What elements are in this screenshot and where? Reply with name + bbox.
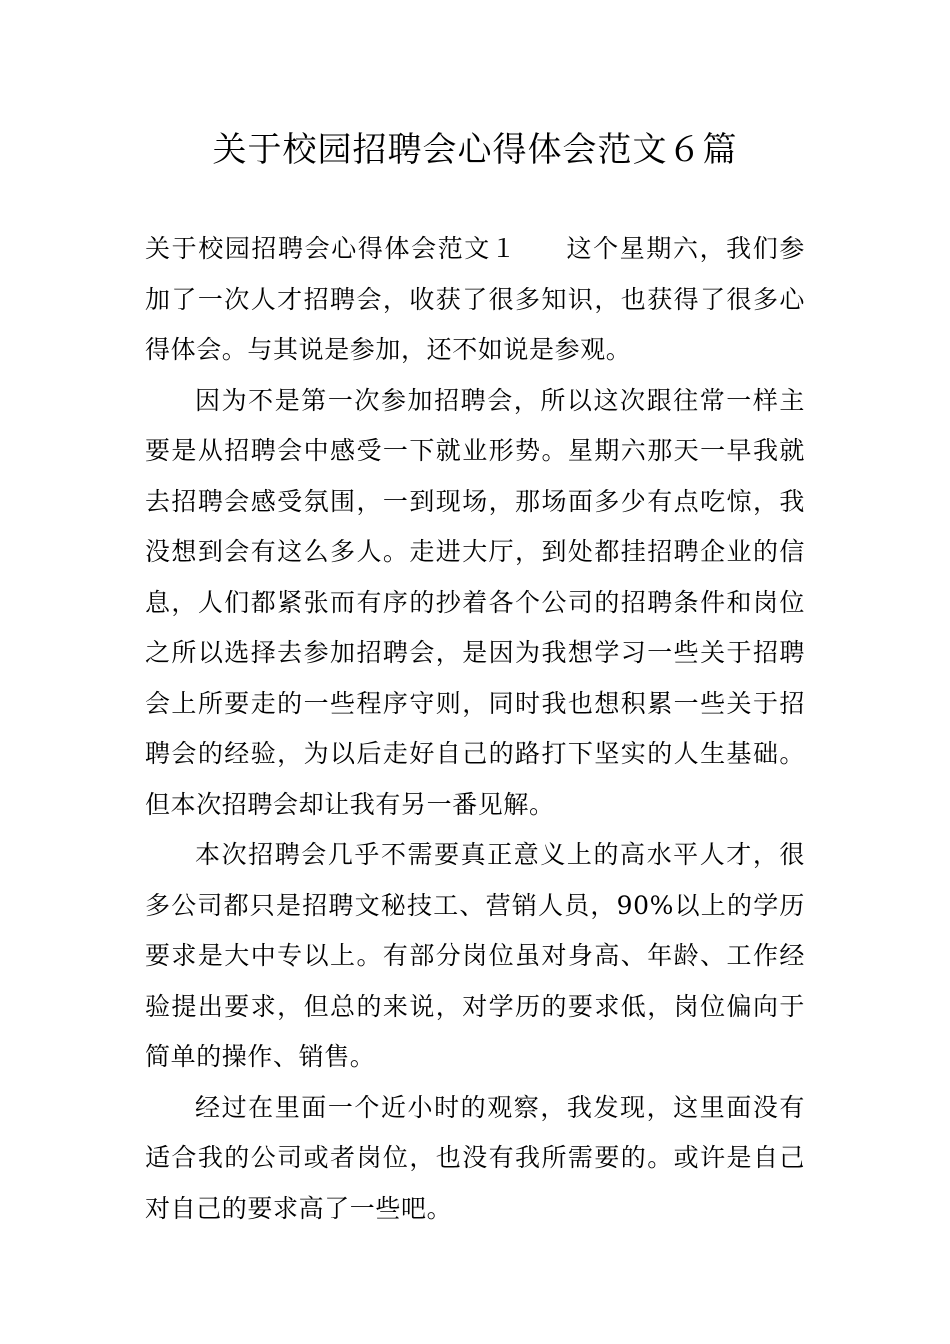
section-heading-1: 关于校园招聘会心得体会范文１ xyxy=(145,234,518,263)
paragraph-2: 因为不是第一次参加招聘会，所以这次跟往常一样主要是从招聘会中感受一下就业形势。星期六那天一早我就去招聘会感受氛围，一到现场，那场面多少有点吃惊，我没想到会有这么多人。走进大厅，到处都挂招聘企业的信息，人们都紧张而有序的抄着各个公司的招聘条件和岗位之所以选择去参加招聘会，是因为我想学习一些关于招聘会上所要走的一些程序守则，同时我也想积累一些关于招聘会的经验，为以后走好自己的路打下坚实的人生基础。但本次招聘会却让我有另一番见解。 xyxy=(145,385,805,819)
paragraph-1 xyxy=(145,224,805,376)
paragraph-4: 经过在里面一个近小时的观察，我发现，这里面没有适合我的公司或者岗位，也没有我所需要的。或许是自己对自己的要求高了一些吧。 xyxy=(145,1092,805,1223)
document-body xyxy=(145,224,805,1234)
paragraph-3: 本次招聘会几乎不需要真正意义上的高水平人才，很多公司都只是招聘文秘技工、营销人员，90%以上的学历要求是大中专以上。有部分岗位虽对身高、年龄、工作经验提出要求，但总的来说，对学历的要求低，岗位偏向于简单的操作、销售。 xyxy=(145,840,805,1071)
document-title: 关于校园招聘会心得体会范文６篇 xyxy=(212,130,738,170)
paragraph-1-text: 这个星期六，我们参加了一次人才招聘会，收获了很多知识，也获得了很多心得体会。与其说是参加，还不如说是参观。 xyxy=(145,234,805,364)
